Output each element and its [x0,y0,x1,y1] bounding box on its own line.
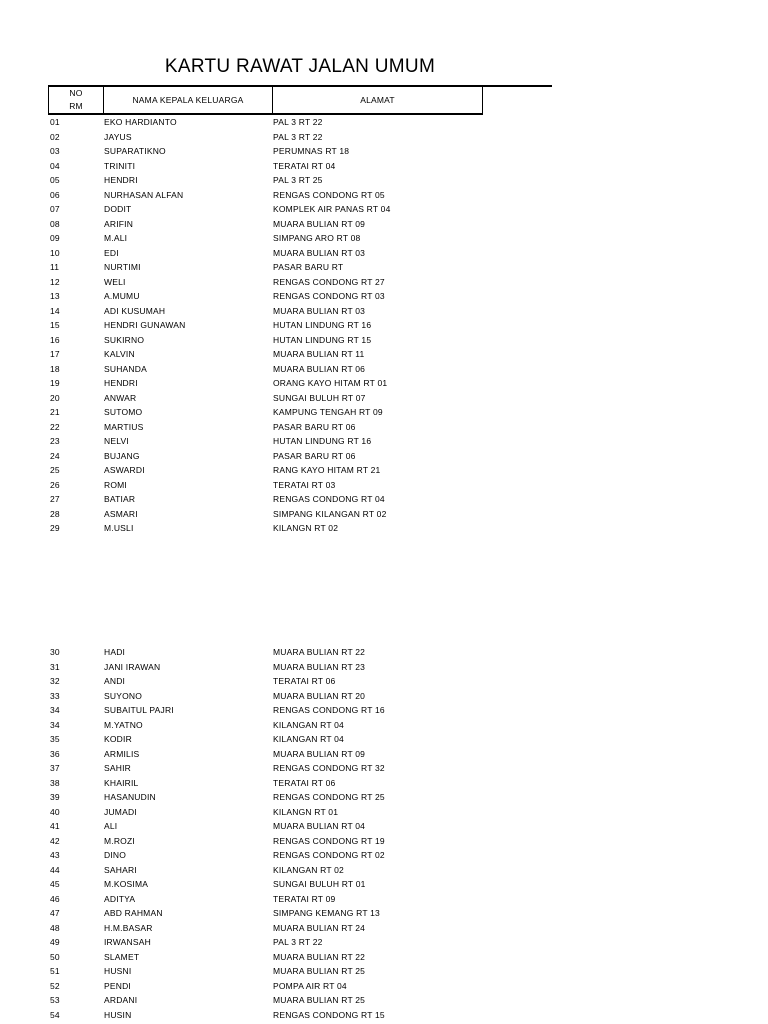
table-row [0,790,768,805]
row-nama: NURHASAN ALFAN [104,189,184,200]
row-alamat: RENGAS CONDONG RT 03 [273,291,385,301]
table-row [0,231,768,246]
row-nama: SUTOMO [104,407,143,417]
row-nama: HUSIN [104,1009,132,1020]
table-row [0,645,768,660]
row-alamat: RENGAS CONDONG RT 25 [273,792,385,802]
row-no: 09 [50,233,60,243]
table-row [0,993,768,1008]
header-no-line2: RM [69,101,83,111]
row-no: 03 [50,146,60,156]
row-nama: IRWANSAH [104,937,151,947]
row-no: 32 [50,676,60,686]
table-row [0,892,768,907]
row-alamat: PAL 3 RT 25 [273,175,323,185]
row-alamat: KILANGN RT 02 [273,523,339,533]
row-nama: ROMI [104,479,127,490]
row-nama: HUSNI [104,966,132,976]
row-alamat: HUTAN LINDUNG RT 16 [273,320,372,330]
row-alamat: HUTAN LINDUNG RT 15 [273,334,372,345]
row-alamat: MUARA BULIAN RT 22 [273,951,366,962]
table-row [0,318,768,333]
row-nama: HENDRI [104,378,138,388]
row-alamat: MUARA BULIAN RT 06 [273,363,366,374]
row-no: 10 [50,247,60,258]
row-nama: M.ROZI [104,835,135,846]
row-nama: KODIR [104,734,132,744]
row-no: 20 [50,392,60,403]
row-no: 15 [50,320,60,330]
row-nama: ADI KUSUMAH [104,305,166,316]
table-row [0,1008,768,1023]
row-nama: H.M.BASAR [104,922,153,933]
row-no: 26 [50,479,60,490]
row-no: 16 [50,334,60,345]
row-no: 46 [50,893,60,904]
row-nama: BUJANG [104,450,140,461]
row-alamat: RENGAS CONDONG RT 04 [273,494,385,504]
row-nama: SUHANDA [104,363,147,374]
row-no: 38 [50,777,60,788]
row-alamat: TERATAI RT 03 [273,479,336,490]
row-nama: SUKIRNO [104,334,145,345]
row-alamat: PASAR BARU RT 06 [273,450,356,461]
table-row [0,964,768,979]
row-nama: NELVI [104,436,129,446]
row-alamat: KOMPLEK AIR PANAS RT 04 [273,204,391,214]
row-alamat: TERATAI RT 09 [273,893,336,904]
row-no: 47 [50,908,60,918]
row-alamat: PERUMNAS RT 18 [273,146,350,156]
row-alamat: SUNGAI BULUH RT 07 [273,392,366,403]
row-nama: HENDRI [104,175,138,185]
row-alamat: KAMPUNG TENGAH RT 09 [273,407,383,417]
row-no: 27 [50,494,60,504]
row-no: 08 [50,218,60,229]
row-alamat: MUARA BULIAN RT 24 [273,922,366,933]
table-row [0,761,768,776]
row-alamat: ORANG KAYO HITAM RT 01 [273,378,388,388]
row-no: 49 [50,937,60,947]
row-nama: DINO [104,850,127,860]
row-no: 02 [50,131,60,142]
row-nama: HASANUDIN [104,792,156,802]
row-no: 23 [50,436,60,446]
row-nama: SUPARATIKNO [104,146,166,156]
table-row [0,776,768,791]
row-nama: JAYUS [104,131,132,142]
row-alamat: RENGAS CONDONG RT 15 [273,1009,385,1020]
row-no: 43 [50,850,60,860]
table-row [0,718,768,733]
row-nama: M.USLI [104,523,134,533]
table-row [0,173,768,188]
row-alamat: MUARA BULIAN RT 09 [273,748,366,759]
table-row [0,979,768,994]
table-row [0,906,768,921]
row-nama: ABD RAHMAN [104,908,163,918]
row-no: 41 [50,821,60,831]
row-nama: DODIT [104,204,132,214]
row-no: 04 [50,160,60,171]
row-alamat: HUTAN LINDUNG RT 16 [273,436,372,446]
table-row [0,362,768,377]
row-no: 06 [50,189,60,200]
row-nama: EKO HARDIANTO [104,117,177,127]
row-no: 12 [50,276,60,287]
row-nama: TRINITI [104,160,136,171]
table-row [0,674,768,689]
row-no: 44 [50,864,60,875]
row-nama: ARMILIS [104,748,140,759]
row-no: 37 [50,763,60,773]
table-row [0,819,768,834]
table-row [0,732,768,747]
row-nama: ANDI [104,676,126,686]
row-no: 54 [50,1009,60,1020]
row-no: 01 [50,117,60,127]
row-nama: M.YATNO [104,719,143,730]
table-row [0,420,768,435]
table-row [0,834,768,849]
header-alamat: ALAMAT [360,94,395,105]
table-row [0,217,768,232]
row-nama: ANWAR [104,392,137,403]
row-nama: JUMADI [104,806,137,817]
table-row [0,115,768,130]
table-row [0,521,768,536]
table-row [0,660,768,675]
row-nama: BATIAR [104,494,136,504]
row-no: 30 [50,647,60,657]
table-row [0,391,768,406]
table-row [0,188,768,203]
row-alamat: TERATAI RT 04 [273,160,336,171]
row-alamat: MUARA BULIAN RT 03 [273,305,366,316]
row-no: 11 [50,262,60,272]
header-no-rm [49,87,104,113]
row-alamat: RENGAS CONDONG RT 32 [273,763,385,773]
row-alamat: MUARA BULIAN RT 04 [273,821,366,831]
table-row [0,434,768,449]
row-alamat: RENGAS CONDONG RT 19 [273,835,385,846]
table-row [0,492,768,507]
row-no: 51 [50,966,60,976]
row-no: 17 [50,349,60,359]
row-no: 18 [50,363,60,374]
row-nama: NURTIMI [104,262,141,272]
row-alamat: TERATAI RT 06 [273,676,336,686]
row-nama: A.MUMU [104,291,140,301]
row-nama: ADITYA [104,893,136,904]
row-no: 34 [50,719,60,730]
row-nama: KHAIRIL [104,777,139,788]
table-row [0,950,768,965]
row-alamat: POMPA AIR RT 04 [273,980,347,991]
row-no: 50 [50,951,60,962]
row-nama: HENDRI GUNAWAN [104,320,186,330]
row-nama: SUBAITUL PAJRI [104,705,174,715]
table-row [0,478,768,493]
table-row [0,877,768,892]
row-no: 52 [50,980,60,991]
table-row [0,376,768,391]
row-no: 31 [50,661,60,672]
row-nama: SAHARI [104,864,137,875]
table-row [0,333,768,348]
row-no: 25 [50,465,60,475]
table-row [0,747,768,762]
table-row [0,463,768,478]
row-no: 35 [50,734,60,744]
row-alamat: RENGAS CONDONG RT 27 [273,276,385,287]
row-alamat: RENGAS CONDONG RT 02 [273,850,385,860]
row-alamat: RANG KAYO HITAM RT 21 [273,465,381,475]
row-no: 28 [50,508,60,519]
row-alamat: RENGAS CONDONG RT 16 [273,705,385,715]
row-alamat: MUARA BULIAN RT 11 [273,349,365,359]
row-alamat: RENGAS CONDONG RT 05 [273,189,385,200]
table-row [0,805,768,820]
row-no: 33 [50,690,60,701]
row-nama: SLAMET [104,951,140,962]
row-no: 39 [50,792,60,802]
row-nama: MARTIUS [104,421,144,432]
table-row [0,921,768,936]
row-no: 24 [50,450,60,461]
table-row [0,507,768,522]
row-alamat: SIMPANG KEMANG RT 13 [273,908,380,918]
header-no-line1: NO [69,88,83,98]
row-nama: M.ALI [104,233,128,243]
row-alamat: PAL 3 RT 22 [273,117,323,127]
row-no: 45 [50,879,60,889]
row-no: 13 [50,291,60,301]
table-row [0,304,768,319]
row-alamat: KILANGAN RT 04 [273,734,344,744]
row-alamat: KILANGN RT 01 [273,806,339,817]
table-row [0,202,768,217]
row-alamat: PAL 3 RT 22 [273,131,323,142]
row-nama: JANI IRAWAN [104,661,161,672]
table-row [0,275,768,290]
row-no: 21 [50,407,60,417]
row-no: 42 [50,835,60,846]
row-nama: KALVIN [104,349,135,359]
row-alamat: KILANGAN RT 02 [273,864,344,875]
row-no: 53 [50,995,60,1005]
table-row [0,144,768,159]
row-nama: ARIFIN [104,218,134,229]
row-nama: ARDANI [104,995,138,1005]
table-row [0,159,768,174]
row-no: 19 [50,378,60,388]
row-nama: ASMARI [104,508,138,519]
row-alamat: PASAR BARU RT 06 [273,421,356,432]
table-row [0,689,768,704]
row-nama: SUYONO [104,690,143,701]
table-row [0,863,768,878]
row-alamat: MUARA BULIAN RT 23 [273,661,366,672]
table-row [0,703,768,718]
table-body-part2 [0,645,768,1022]
row-alamat: PASAR BARU RT [273,262,344,272]
row-no: 29 [50,523,60,533]
row-nama: HADI [104,647,126,657]
title-underline-extension [472,85,552,87]
row-no: 05 [50,175,60,185]
table-body-part1 [0,115,768,536]
row-alamat: MUARA BULIAN RT 22 [273,647,366,657]
row-no: 36 [50,748,60,759]
document-title: KARTU RAWAT JALAN UMUM [164,56,436,77]
row-alamat: KILANGAN RT 04 [273,719,344,730]
row-nama: PENDI [104,980,131,991]
table-row [0,405,768,420]
row-alamat: MUARA BULIAN RT 25 [273,995,366,1005]
table-row [0,130,768,145]
row-nama: SAHIR [104,763,131,773]
row-alamat: TERATAI RT 06 [273,777,336,788]
row-no: 14 [50,305,60,316]
table-row [0,347,768,362]
row-no: 34 [50,705,60,715]
row-no: 22 [50,421,60,432]
table-row [0,449,768,464]
header-nama: NAMA KEPALA KELUARGA [104,87,273,113]
row-alamat: MUARA BULIAN RT 20 [273,690,366,701]
row-nama: WELI [104,276,126,287]
row-alamat: MUARA BULIAN RT 09 [273,218,366,229]
row-no: 40 [50,806,60,817]
row-alamat: SIMPANG ARO RT 08 [273,233,361,243]
table-row [0,260,768,275]
table-row [0,246,768,261]
table-row [0,848,768,863]
row-alamat: MUARA BULIAN RT 25 [273,966,366,976]
row-nama: M.KOSIMA [104,879,149,889]
table-row [0,289,768,304]
row-alamat: PAL 3 RT 22 [273,937,323,947]
table-row [0,935,768,950]
row-alamat: MUARA BULIAN RT 03 [273,247,366,258]
row-no: 07 [50,204,60,214]
table-header [48,85,483,115]
row-nama: ASWARDI [104,465,145,475]
row-alamat: SUNGAI BULUH RT 01 [273,879,366,889]
row-nama: EDI [104,247,119,258]
row-alamat: SIMPANG KILANGAN RT 02 [273,508,387,519]
row-no: 48 [50,922,60,933]
row-nama: ALI [104,821,118,831]
